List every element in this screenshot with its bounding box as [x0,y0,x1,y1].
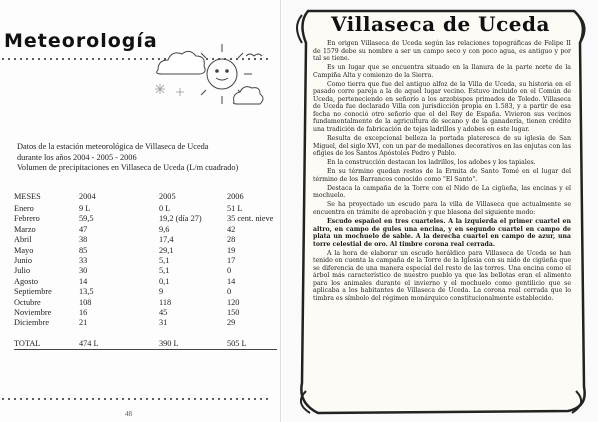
table-header-row [14,190,277,204]
page-title: Meteorología [4,30,158,52]
value-2005-cell: 45 [159,308,168,318]
total-2004: 474 L [79,338,99,348]
history-paragraph: En origen Villaseca de Uceda según las relaciones topográficas de Felipe II de 1579 debe su nombre a ser un campo seco y con poco agua, es antiguo y por tal se tiene. [313,40,571,63]
table-row [14,277,277,287]
header-2006: 2006 [227,191,244,201]
precipitation-table [14,190,277,361]
dotted-divider [0,397,268,401]
month-cell: Julio [14,266,31,276]
month-cell: Septiembre [14,287,52,297]
month-cell: Enero [14,204,34,213]
month-cell: Octubre [14,297,41,307]
intro-line: Datos de la estación meteorológica de Villaseca de Uceda [17,142,209,151]
value-2006-cell: 35 cent. nieve [227,214,274,224]
table-bottom-rule [14,350,277,361]
value-2004-cell: 9 L [79,204,91,213]
table-row [14,298,277,308]
value-2006-cell: 29 [227,318,236,328]
history-paragraph: Destaca la campaña de la Torre con el Nido de La cigüeña, las encinas y el mochuelo. [313,184,571,200]
value-2005-cell: 19,2 (día 27) [159,214,202,224]
table-row [14,235,277,245]
value-2006-cell: 51 L [227,204,243,213]
history-paragraph: Resulta de excepcional belleza la portada plateresca de su iglesia de San Miguel, del siglo XVI, con un par de medallones decorativos en las enjutas con las efigies de los Santos Apóstoles Pedro y Pablo. [313,135,571,158]
value-2006-cell: 0 [227,266,232,276]
table-row [14,266,277,276]
month-cell: Marzo [14,224,36,234]
bird-icon [246,54,262,56]
value-2005-cell: 5,1 [159,266,170,276]
total-label: TOTAL [14,338,41,348]
month-cell: Agosto [14,276,38,286]
month-cell: Febrero [14,214,40,224]
table-row [14,256,277,266]
value-2005-cell: 9,6 [159,224,170,234]
intro-line: durante los años 2004 - 2005 - 2006 [17,152,137,162]
month-cell: Junio [14,256,32,266]
value-2005-cell: 9 [159,287,164,297]
value-2006-cell: 17 [227,256,236,266]
total-2005: 390 L [159,338,179,348]
value-2004-cell: 108 [79,297,92,307]
value-2004-cell: 13,5 [79,287,94,297]
right-page [283,0,598,422]
history-paragraph: Como tierra que fue del antiguo alfoz de la Villa de Uceda, su historia en el pasado corre pareja a la de aquel lugar vecino. Estuvo incluido en el Común de Uceda, perteneciendo en señorío a los arzobispos primados de Toledo. Villaseca de Uceda fue declarado Villa con jurisdicción propia en 1.583, y a partir de esa fecha no conoció otro señorío que el del Rey de España. Vivieron sus vecinos fundamentalmente de la agricultura de secano y de la ganadería, tienen crédito una tradición de fabricación de tejas ladrillos y adobes en este lugar. [313,80,571,134]
total-2006: 505 L [227,338,247,348]
table-row [14,287,277,297]
value-2006-cell: 0 [227,287,232,297]
value-2005-cell: 118 [159,297,172,307]
history-paragraph: Es un lugar que se encuentra situado en la llanura de la parte norte de la Campiña Alta y comienzo de la Sierra. [313,64,571,79]
table-row [14,204,277,214]
header-meses: MESES [14,191,41,201]
header-2005: 2005 [159,191,176,201]
value-2004-cell: 59,5 [79,214,94,224]
value-2004-cell: 30 [79,266,88,276]
month-cell: Abril [14,235,32,245]
month-cell: Mayo [14,245,34,255]
value-2005-cell: 0 L [159,204,171,213]
intro-line: Volumen de precipitaciones en Villaseca de Uceda (L/m cuadrado) [17,163,239,173]
month-cell: Noviembre [14,308,52,318]
cloud-icon [157,51,263,104]
value-2004-cell: 16 [79,308,88,318]
history-paragraph: En la construcción destacan los ladrillos, los adobes y los tapiales. [327,159,536,167]
table-row [14,308,277,318]
snowflake-icon [155,84,184,96]
header-2004: 2004 [79,191,96,201]
history-paragraph: En su término quedan restos de la Ermita de Santo Tomé en el lugar del término de los Barrancos conocido como "El Santo". [313,168,571,183]
value-2005-cell: 5,1 [159,256,170,266]
value-2004-cell: 47 [79,224,88,234]
station-intro [17,142,238,174]
value-2004-cell: 14 [79,276,88,286]
value-2005-cell: 29,1 [159,245,174,255]
value-2006-cell: 150 [227,308,240,318]
value-2005-cell: 17,4 [159,235,174,245]
page-title: Villaseca de Uceda [331,12,550,36]
table-row [14,246,277,256]
value-2004-cell: 33 [79,256,88,266]
table-row [14,225,277,235]
history-paragraph: A la hora de elaborar un escudo heráldico para Villaseca de Uceda se han tenido en cuenta la campaña de la Torre de la Iglesia con su nido de cigüeña que se diferencia de una manera especial del resto de las torres. Una encina como el árbol más característico de nuestro pueblo ya que las bellotas eran el alimento para los animales durante el invierno y el mochuelo como gentilicio que se aplicaba a los habitantes de Villaseca de Uceda. La corona real cerrada que lo timbra es símbolo del régimen monárquico constitucionalmente establecido. [313,249,571,302]
value-2006-cell: 120 [227,297,240,307]
value-2004-cell: 21 [79,318,88,328]
page-number: 48 [125,410,132,418]
table-row [14,214,277,224]
month-cell: Diciembre [14,318,50,328]
value-2006-cell: 14 [227,276,236,286]
value-2004-cell: 38 [79,235,88,245]
value-2006-cell: 28 [227,235,236,245]
value-2004-cell: 85 [79,245,88,255]
table-total-row [14,329,277,350]
value-2005-cell: 31 [159,318,168,328]
left-page [0,0,281,422]
value-2006-cell: 42 [227,224,236,234]
history-paragraph: Se ha proyectado un escudo para la villa de Villaseca que actualmente se encuentra en trámite de aprobación y que blasona del siguiente modo: [313,201,571,216]
weather-illustration-icon [150,40,268,115]
table-row [14,318,277,328]
value-2005-cell: 0,1 [159,276,170,286]
history-paragraph: Escudo español en tres cuarteles. A la izquierda el primer cuartel en altro, en campo de gules una encina, y en segundo cuartel en campo de plata un mochuelo de sable. A la derecha cuartel en campo de azur, una torre celestial de oro. Al timbre corona real cerrada. [313,218,571,248]
history-text [313,40,571,304]
value-2006-cell: 19 [227,245,236,255]
